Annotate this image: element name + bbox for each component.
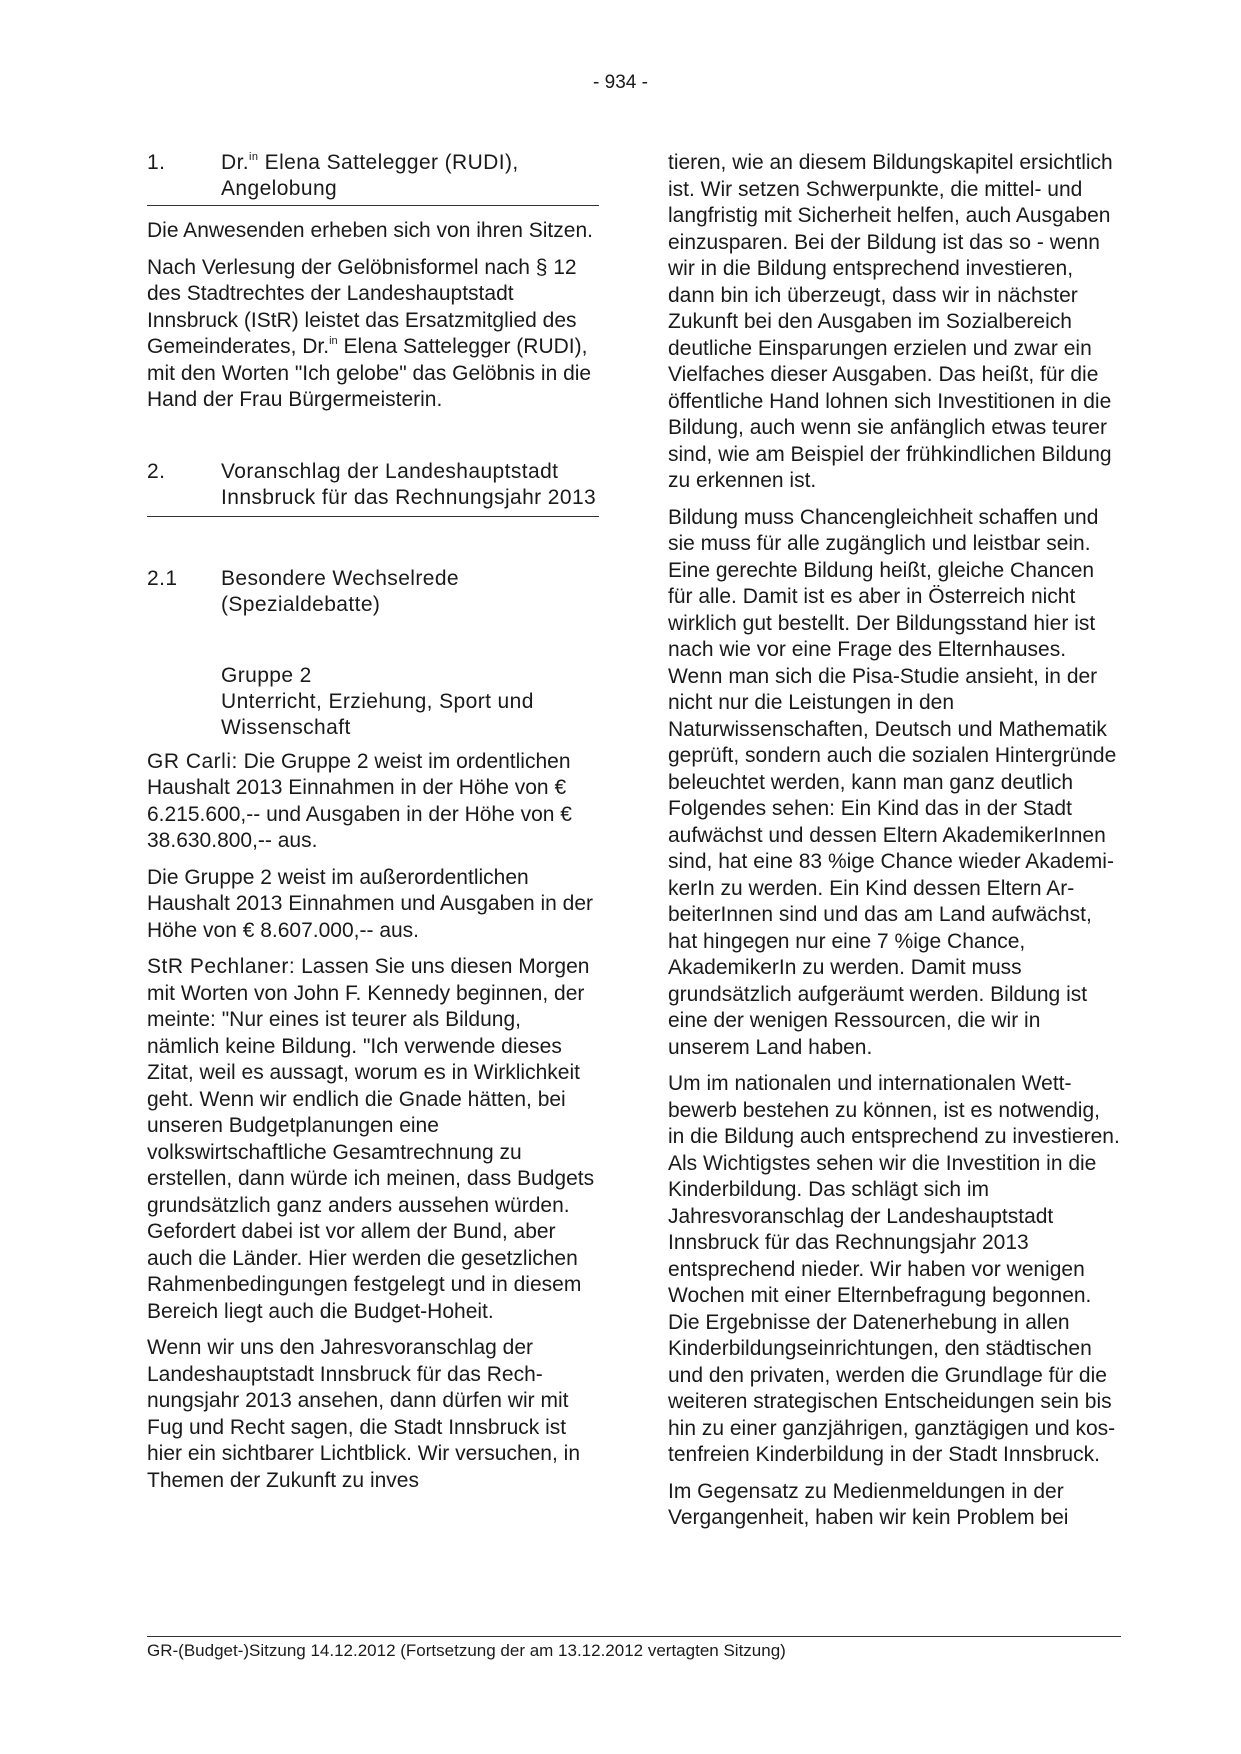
section-2-1-title: Besondere Wechselrede (Spezialdebatte) <box>221 566 459 616</box>
paragraph: Wenn wir uns den Jahresvoranschlag der Landeshauptstadt Innsbruck für das Rechnungsjahr 2013 ansehen, dann dürfen wir mit Fug und Recht sagen, die Stadt Innsbruck ist hier ein sichtbarer Lichtblick. Wir versuchen, in Themen der Zukunft zu inves <box>147 1336 581 1492</box>
footer: GR-(Budget-)Sitzung 14.12.2012 (Fortsetzung der am 13.12.2012 vertagten Sitzung) <box>147 1641 786 1660</box>
left-column <box>147 150 599 1504</box>
footer-rule <box>147 1636 1121 1637</box>
paragraph: Die Gruppe 2 weist im außerordentlichen Haushalt 2013 Einnahmen und Ausgaben in der Höhe von € 8.607.000,-- aus. <box>147 865 594 942</box>
section-2-number: 2. <box>147 459 166 483</box>
paragraph: StR Pechlaner: Lassen Sie uns diesen Morgen mit Worten von John F. Kennedy beginnen, der meinte: "Nur eines ist teurer als Bildung, nämlich keine Bildung. "Ich verwende dieses Zitat, weil es aussagt, worum es in Wirklichkeit geht. Wenn wir endlich die Gnade hätten, bei unseren Budgetplanungen eine volkswirtschaftliche Gesamtrechnung zu erstellen, dann würde ich meinen, dass Budgets grundsätzlich ganz anders aussehen würden. Gefordert dabei ist vor allem der Bund, aber auch die Länder. Hier werden die gesetzlichen Rahmenbedingungen festgelegt und in diesem Bereich liegt auch die Budget-Hoheit. <box>147 955 595 1323</box>
group-title: Unterricht, Erziehung, Sport und Wissenschaft <box>221 689 534 739</box>
right-column <box>668 150 1120 1542</box>
section-2-heading <box>147 459 599 511</box>
section-1-title: Dr.$^{in}$ Elena Sattelegger (RUDI), Angelobung <box>221 151 519 200</box>
paragraph: Um im nationalen und internationalen Wettbewerb bestehen zu können, ist es notwendig, in die Bildung auch entsprechend zu investieren. Als Wichtigstes sehen wir die Investition in die Kinderbildung. Das schlägt sich im Jahresvoranschlag der Landeshauptstadt Innsbruck für das Rechnungsjahr 2013 entsprechend nieder. Wir haben vor wenigen Wochen mit einer Elternbefragung begonnen. Die Ergebnisse der Datenerhebung in allen Kinderbildungseinrichtungen, den städtischen und den privaten, werden die Grundlage für die weiteren strategischen Entscheidungen sein bis hin zu einer ganzjährigen, ganztägigen und kostenfreien Kinderbildung in der Stadt Innsbruck. <box>668 1072 1120 1466</box>
paragraph: Nach Verlesung der Gelöbnisformel nach § 12 des Stadtrechtes der Landeshauptstadt Innsbruck (IStR) leistet das Ersatzmitglied des Gemeinderates, Dr.$^{in}$ Elena Sattelegger (RUDI), mit den Worten "Ich gelobe" das Gelöbnis in die Hand der Frau Bürgermeisterin. <box>147 255 592 411</box>
section-1-heading <box>147 150 599 202</box>
paragraph: Bildung muss Chancengleichheit schaffen und sie muss für alle zugänglich und leistbar sein. Eine gerechte Bildung heißt, gleiche Chancen für alle. Damit ist es aber in Österreich nicht wirklich gut bestellt. Der Bildungsstand hier ist nach wie vor eine Frage des Elternhauses. Wenn man sich die Pisa-Studie ansieht, in der nicht nur die Leistungen in den Naturwissenschaften, Deutsch und Mathematik geprüft, sondern auch die sozialen Hintergründe beleuchtet werden, kann man ganz deutlich Folgendes sehen: Ein Kind das in der Stadt aufwächst und dessen Eltern AkademikerInnen sind, hat eine 83 %ige Chance wieder AkademikerIn zu werden. Ein Kind dessen Eltern ArbeiterInnen sind und das am Land aufwächst, hat hingegen nur eine 7 %ige Chance, AkademikerIn zu werden. Damit muss grundsätzlich aufgeräumt werden. Bildung ist eine der wenigen Ressourcen, die wir in unserem Land haben. <box>668 505 1117 1059</box>
section-2-1-number: 2.1 <box>147 566 178 590</box>
group-heading <box>147 663 599 741</box>
speaker: StR Pechlaner: <box>147 955 296 978</box>
section-1-number: 1. <box>147 151 166 174</box>
section-2-title: Voranschlag der Landeshauptstadt Innsbruck für das Rechnungsjahr 2013 <box>221 459 597 509</box>
paragraph: Im Gegensatz zu Medienmeldungen in der Vergangenheit, haben wir kein Problem bei <box>668 1479 1069 1529</box>
speaker: GR Carli: <box>147 749 238 773</box>
paragraph: tieren, wie an diesem Bildungskapitel ersichtlich ist. Wir setzen Schwerpunkte, die mittel- und langfristig mit Sicherheit helfen, auch Ausgaben einzusparen. Bei der Bildung ist das so - wenn wir in die Bildung entsprechend investieren, dann bin ich überzeugt, dass wir in nächster Zukunft bei den Ausgaben im Sozialbereich deutliche Einsparungen erzielen und zwar ein Vielfaches dieser Ausgaben. Das heißt, für die öffentliche Hand lohnen sich Investitionen in die Bildung, auch wenn sie anfänglich etwas teurer sind, wie am Beispiel der frühkindlichen Bildung zu erkennen ist. <box>668 151 1113 492</box>
group-number: Gruppe 2 <box>221 663 312 687</box>
page-number: - 934 - <box>593 72 648 93</box>
paragraph: GR Carli: Die Gruppe 2 weist im ordentlichen Haushalt 2013 Einnahmen in der Höhe von € 6.215.600,-- und Ausgaben in der Höhe von € 38.630.800,-- aus. <box>147 749 572 852</box>
section-1-rule <box>147 205 599 206</box>
section-2-1-heading <box>147 566 599 618</box>
section-2-rule <box>147 516 599 517</box>
paragraph: Die Anwesenden erheben sich von ihren Sitzen. <box>147 219 593 242</box>
